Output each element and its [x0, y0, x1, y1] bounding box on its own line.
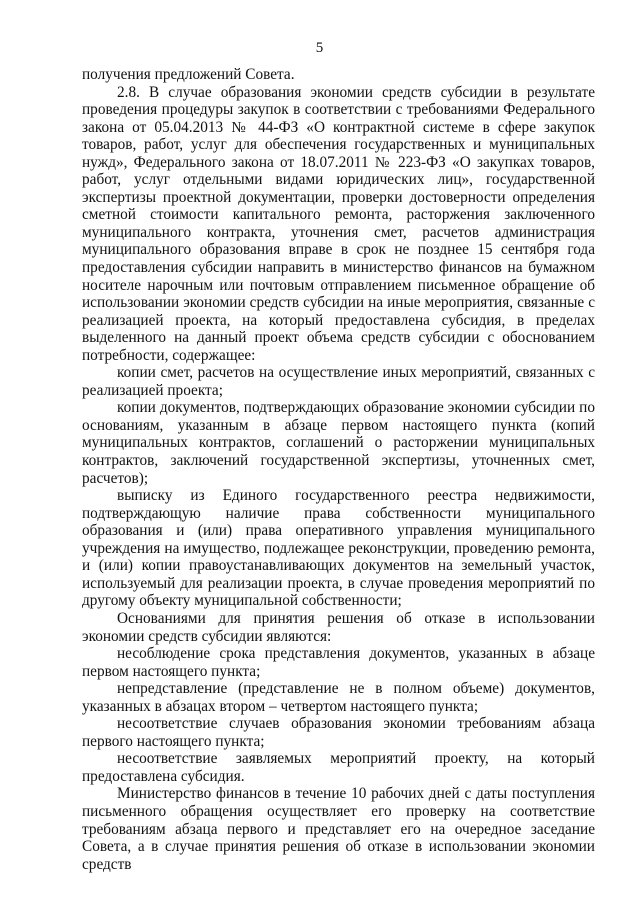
list-item-project-mismatch: несоответствие заявляемых мероприятий проекту, на который предоставлена субсидия.	[82, 750, 595, 785]
list-item-deadline-violation: несоблюдение срока представления документов, указанных в абзаце первом настоящего пункта;	[82, 645, 595, 680]
document-body	[82, 66, 595, 873]
list-item-copies-of-documents: копии документов, подтверждающих образование экономии субсидии по основаниям, указанным в абзаце первом настоящего пункта (копий муниципальных контрактов, соглашений о расторжении муниципальных контрактов, заключений государственной экспертизы, уточненных смет, расчетов);	[82, 399, 595, 487]
list-item-registry-extract: выписку из Единого государственного реестра недвижимости, подтверждающую наличие права собственности муниципального образования и (или) права оперативного управления муниципального учреждения на имущество, подлежащее реконструкции, проведению ремонта, и (или) копии правоустанавливающих документов на земельный участок, используемый для реализации проекта, в случае проведения мероприятий по другому объекту муниципальной собственности;	[82, 487, 595, 610]
page-number: 5	[315, 40, 324, 56]
list-item-incomplete-documents: непредставление (представление не в полном объеме) документов, указанных в абзацах втором – четвертом настоящего пункта;	[82, 680, 595, 715]
paragraph-ministry-review: Министерство финансов в течение 10 рабочих дней с даты поступления письменного обращения осуществляет его проверку на соответствие требованиям абзаца первого и представляет его на очередное заседание Совета, а в случае принятия решения об отказе в использовании экономии средств	[82, 785, 595, 873]
list-item-case-mismatch: несоответствие случаев образования экономии требованиям абзаца первого настоящего пункта;	[82, 715, 595, 750]
list-item-copies-of-estimates: копии смет, расчетов на осуществление иных мероприятий, связанных с реализацией проекта;	[82, 364, 595, 399]
paragraph-2-8: 2.8. В случае образования экономии средств субсидии в результате проведения процедуры закупок в соответствии с требованиями Федерального закона от 05.04.2013 № 44-ФЗ «О контрактной системе в сфере закупок товаров, работ, услуг для обеспечения государственных и муниципальных нужд», Федерального закона от 18.07.2011 № 223-ФЗ «О закупках товаров, работ, услуг отдельными видами юридических лиц», государственной экспертизы проектной документации, проверки достоверности определения сметной стоимости капитального ремонта, расторжения заключенного муниципального контракта, уточнения смет, расчетов администрация муниципального образования вправе в срок не позднее 15 сентября года предоставления субсидии направить в министерство финансов на бумажном носителе нарочным или почтовым отправлением письменное обращение об использовании экономии средств субсидии на иные мероприятия, связанные с реализацией проекта, на который предоставлена субсидия, в пределах выделенного на данный проект объема средств субсидии с обоснованием потребности, содержащее:	[82, 83, 595, 364]
paragraph-continuation: получения предложений Совета.	[82, 66, 295, 83]
paragraph-refusal-grounds: Основаниями для принятия решения об отказе в использовании экономии средств субсидии являются:	[82, 609, 595, 645]
